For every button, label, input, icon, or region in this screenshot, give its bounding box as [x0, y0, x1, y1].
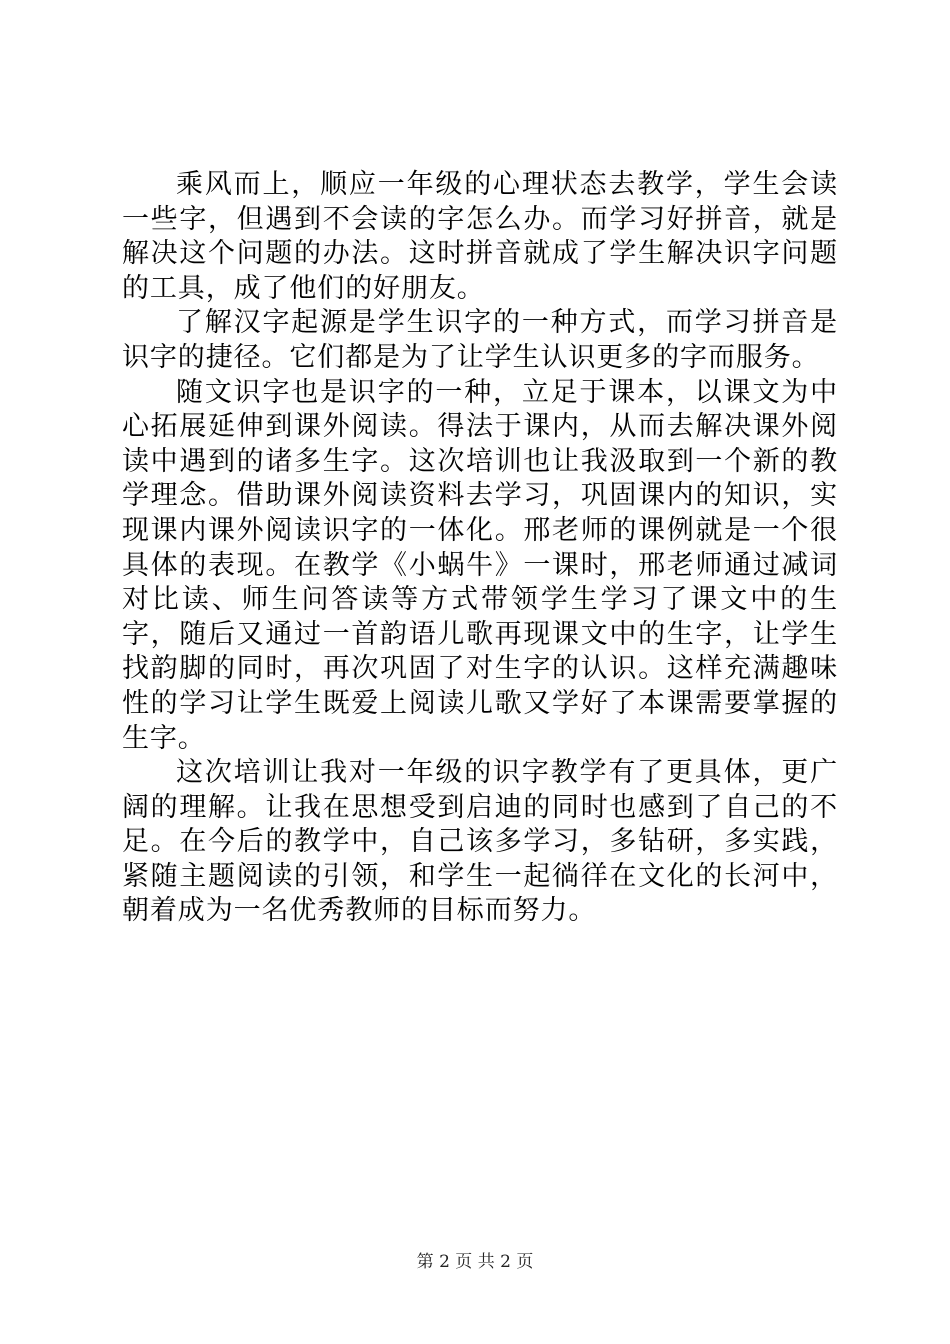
document-body	[122, 168, 838, 929]
paragraph-1: 乘风而上，顺应一年级的心理状态去教学，学生会读一些字，但遇到不会读的字怎么办。而学习好拼音，就是解决这个问题的办法。这时拼音就成了学生解决识字问题的工具，成了他们的好朋友。	[122, 169, 838, 304]
paragraph-2: 了解汉字起源是学生识字的一种方式，而学习拼音是识字的捷径。它们都是为了让学生认识更多的字而服务。	[122, 307, 838, 373]
page-footer: 第 2 页 共 2 页	[416, 1252, 534, 1272]
paragraph-4: 这次培训让我对一年级的识字教学有了更具体，更广阔的理解。让我在思想受到启迪的同时也感到了自己的不足。在今后的教学中，自己该多学习，多钻研，多实践，紧随主题阅读的引领，和学生一起徜徉在文化的长河中，朝着成为一名优秀教师的目标而努力。	[122, 757, 838, 927]
paragraph-3: 随文识字也是识字的一种，立足于课本，以课文为中心拓展延伸到课外阅读。得法于课内，从而去解决课外阅读中遇到的诸多生字。这次培训也让我汲取到一个新的教学理念。借助课外阅读资料去学习，巩固课内的知识，实现课内课外阅读识字的一体化。邢老师的课例就是一个很具体的表现。在教学《小蜗牛》一课时，邢老师通过减词对比读、师生问答读等方式带领学生学习了课文中的生字，随后又通过一首韵语儿歌再现课文中的生字，让学生找韵脚的同时，再次巩固了对生字的认识。这样充满趣味性的学习让学生既爱上阅读儿歌又学好了本课需要掌握的生字。	[122, 376, 838, 754]
